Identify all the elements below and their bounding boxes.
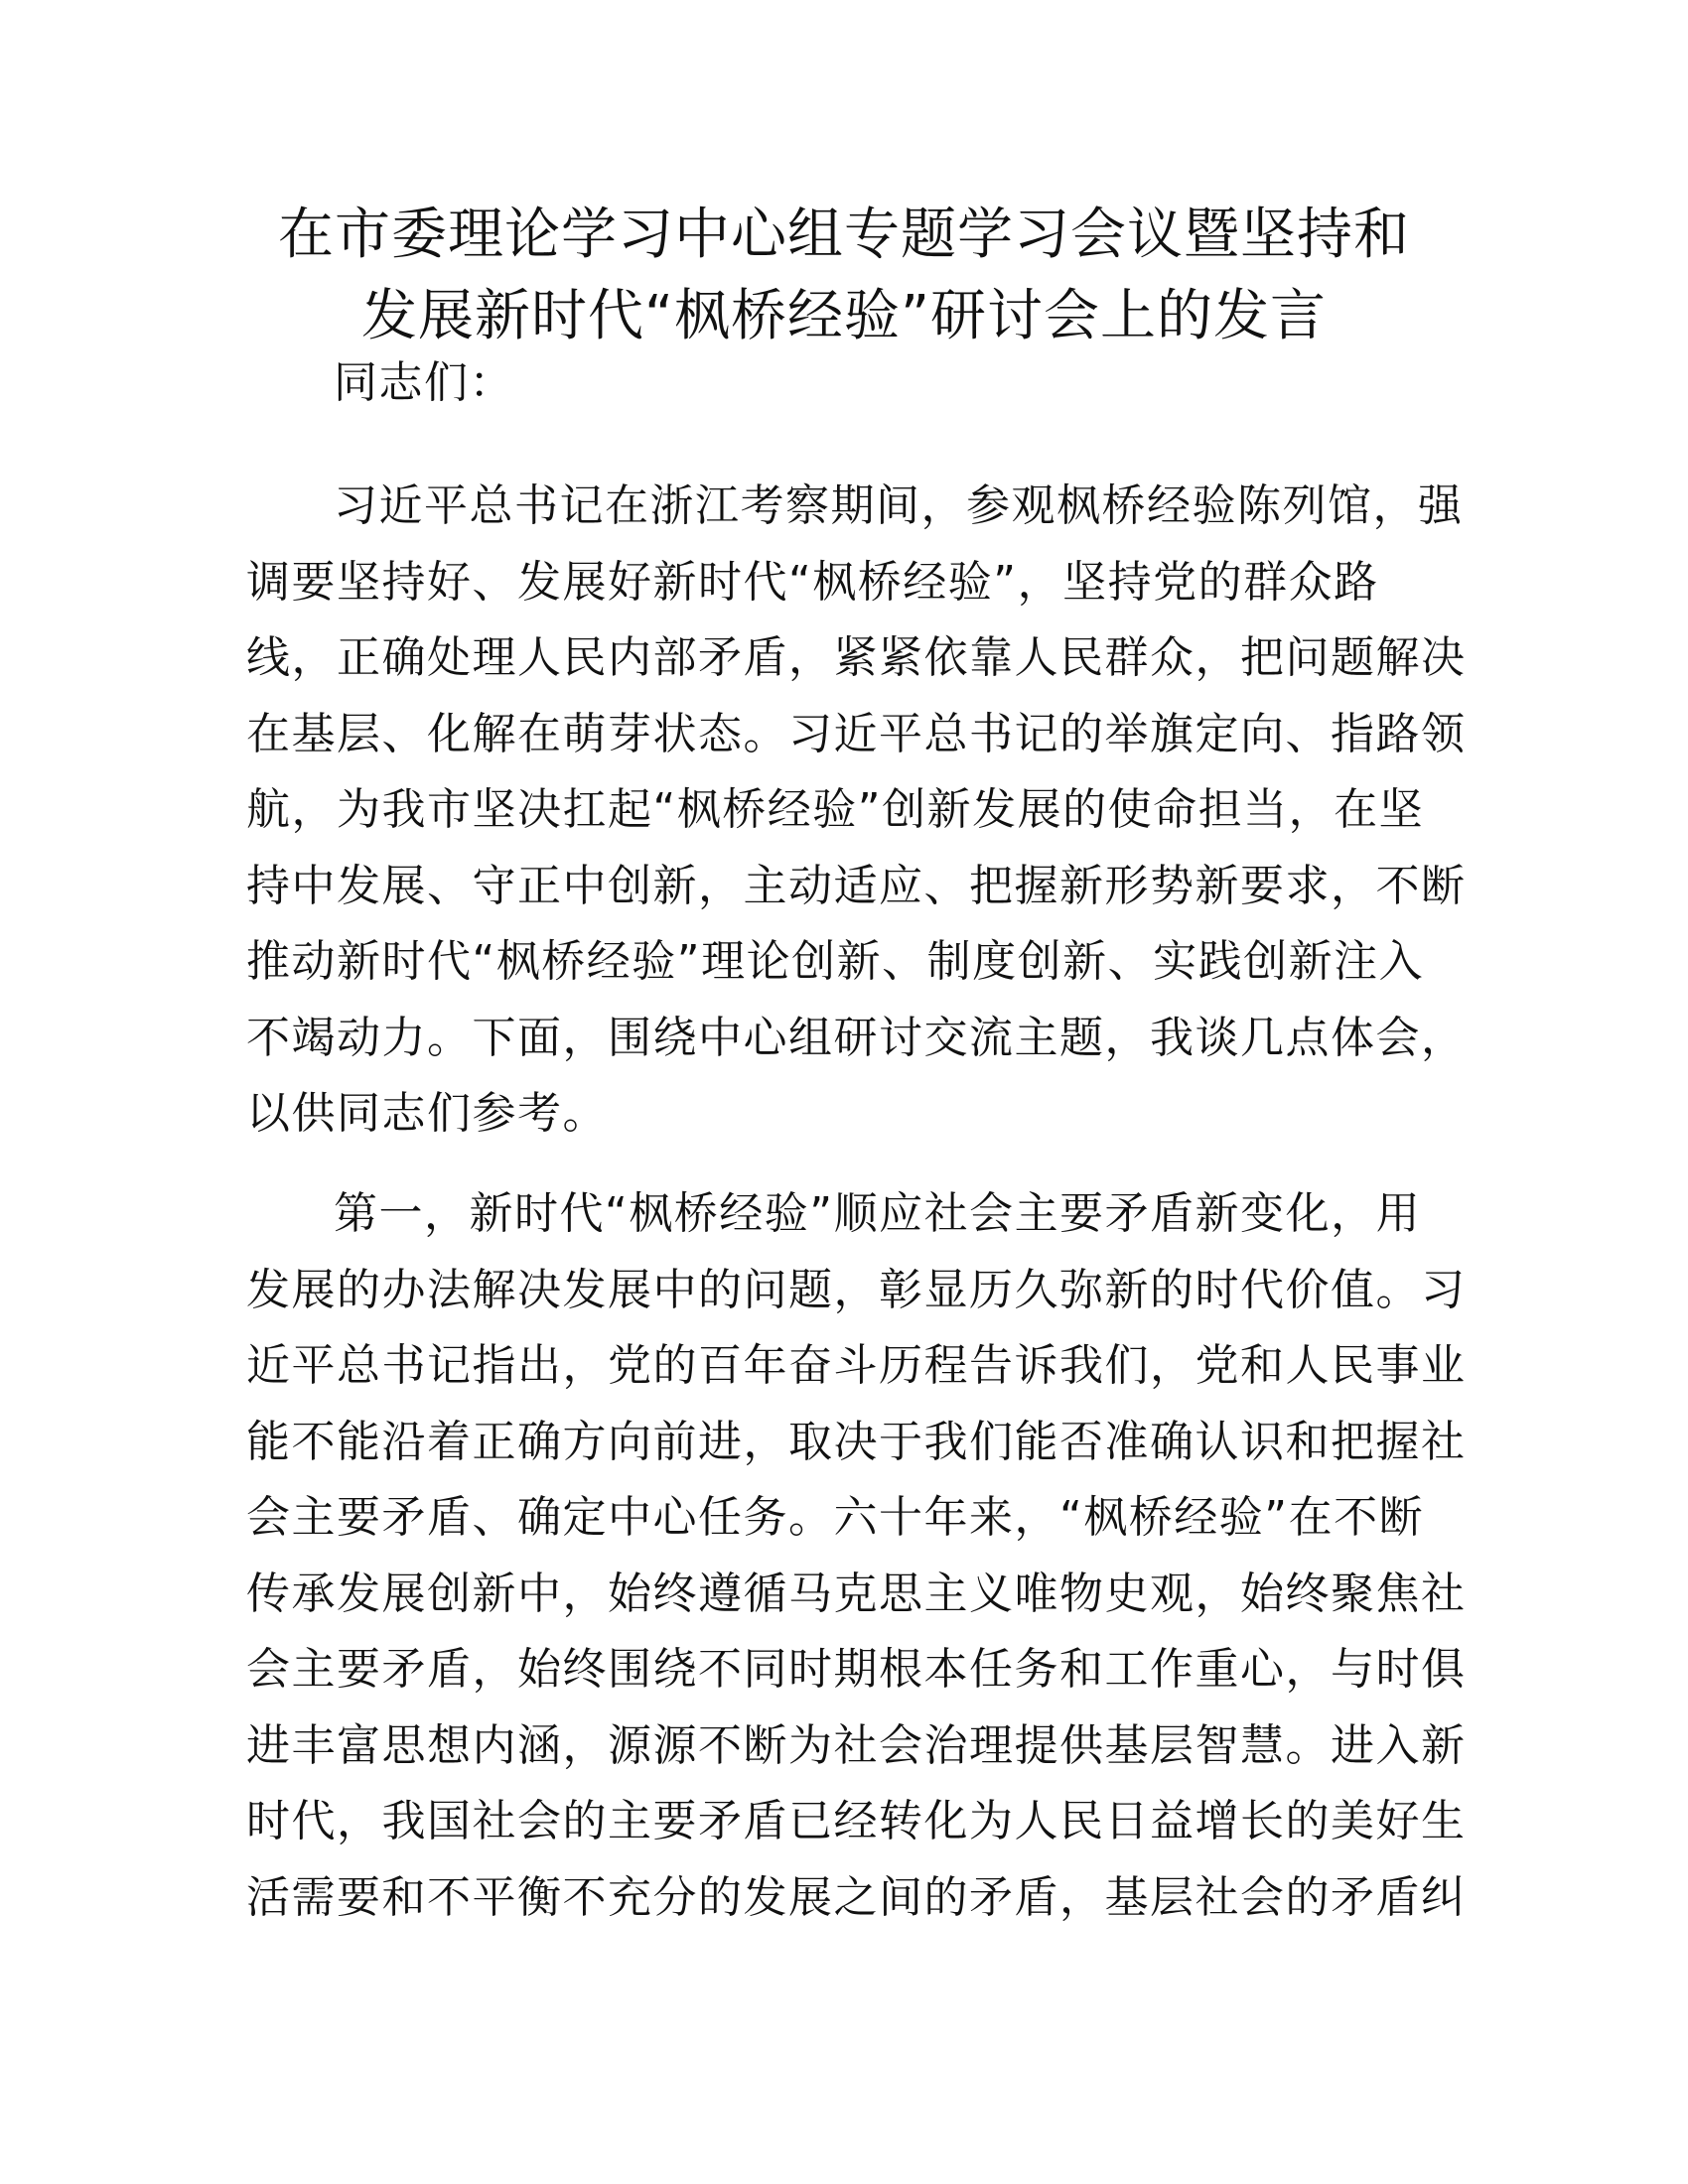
paragraph-line: 航，为我市坚决扛起“枫桥经验”创新发展的使命担当，在坚 bbox=[246, 784, 1425, 835]
title-line: 在市委理论学习中心组专题学习会议暨坚持和 bbox=[278, 203, 1410, 267]
paragraph-line: 在基层、化解在萌芽状态。习近平总书记的举旗定向、指路领 bbox=[246, 708, 1467, 759]
paragraph-line: 习近平总书记在浙江考察期间，参观枫桥经验陈列馆，强 bbox=[334, 480, 1464, 531]
paragraph-line: 不竭动力。下面，围绕中心组研讨交流主题，我谈几点体会， bbox=[246, 1012, 1467, 1063]
paragraph-line: 调要坚持好、发展好新时代“枫桥经验”，坚持党的群众路 bbox=[246, 556, 1379, 608]
paragraph-line: 会主要矛盾、确定中心任务。六十年来，“枫桥经验”在不断 bbox=[246, 1492, 1425, 1543]
paragraph-line: 线，正确处理人民内部矛盾，紧紧依靠人民群众，把问题解决 bbox=[246, 632, 1467, 683]
paragraph-line: 进丰富思想内涵，源源不断为社会治理提供基层智慧。进入新 bbox=[246, 1719, 1467, 1771]
salutation bbox=[246, 345, 1438, 422]
paragraph-line: 第一，新时代“枫桥经验”顺应社会主要矛盾新变化，用 bbox=[334, 1188, 1422, 1239]
paragraph-line: 持中发展、守正中创新，主动适应、把握新形势新要求，不断 bbox=[246, 860, 1467, 911]
paragraph-2 bbox=[246, 1176, 1467, 1936]
paragraph-line: 能不能沿着正确方向前进，取决于我们能否准确认识和把握社 bbox=[246, 1416, 1467, 1467]
paragraph-line: 近平总书记指出，党的百年奋斗历程告诉我们，党和人民事业 bbox=[246, 1340, 1467, 1391]
paragraph-1 bbox=[246, 469, 1467, 1153]
paragraph-line: 以供同志们参考。 bbox=[246, 1088, 608, 1139]
paragraph-line: 传承发展创新中，始终遵循马克思主义唯物史观，始终聚焦社 bbox=[246, 1568, 1467, 1619]
paragraph-line: 发展的办法解决发展中的问题，彰显历久弥新的时代价值。习 bbox=[246, 1264, 1467, 1315]
salutation-text: 同志们： bbox=[334, 357, 514, 408]
paragraph-line: 推动新时代“枫桥经验”理论创新、制度创新、实践创新注入 bbox=[246, 936, 1425, 987]
paragraph-line: 时代，我国社会的主要矛盾已经转化为人民日益增长的美好生 bbox=[246, 1796, 1467, 1846]
paragraph-line: 活需要和不平衡不充分的发展之间的矛盾，基层社会的矛盾纠 bbox=[246, 1871, 1467, 1923]
title-line: 发展新时代“枫桥经验”研讨会上的发言 bbox=[360, 284, 1328, 348]
document-title bbox=[218, 195, 1470, 357]
paragraph-line: 会主要矛盾，始终围绕不同时期根本任务和工作重心，与时俱 bbox=[246, 1644, 1467, 1695]
